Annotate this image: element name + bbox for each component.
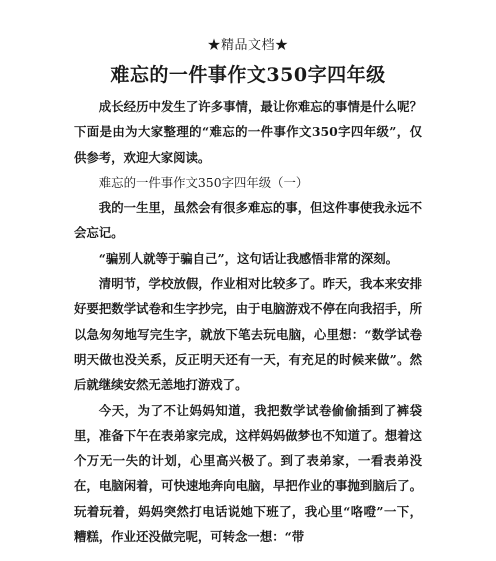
paragraph: “骗别人就等于骗自己”，这句话让我感悟非常的深刻。 <box>98 250 399 266</box>
document-title: 难忘的一件事作文350字四年级 <box>110 64 386 86</box>
section-heading: 难忘的一件事作文350字四年级（一） <box>98 174 309 190</box>
document-body <box>74 94 422 549</box>
paragraph: 我的一生里，虽然会有很多难忘的事，但这件事使我永远不会忘记。 <box>74 200 422 241</box>
paragraph: 今天，为了不让妈妈知道，我把数学试卷偷偷插到了裤袋里，准备下午在表弟家完成，这样妈妈做梦也不知道了。想着这个万无一失的计划，心里高兴极了。到了表弟家，一看表弟没在，电脑闲着，可快速地奔向电脑，早把作业的事抛到脑后了。玩着玩着，妈妈突然打电话说她下班了，我心里“咯噔”一下，糟糕，作业还没做完呢，可转念一想：“带 <box>74 402 422 545</box>
paragraph: 清明节，学校放假，作业相对比较多了。昨天，我本来安排好要把数学试卷和生字抄完，由于电脑游戏不停在向我招手，所以急匆匆地写完生字，就放下笔去玩电脑，心里想：“数学试卷明天做也没关系，反正明天还有一天，有充足的时候来做”。然后就继续安然无恙地打游戏了。 <box>74 276 422 393</box>
paragraph-intro: 成长经历中发生了许多事情，最让你难忘的事情是什么呢？下面是由为大家整理的“难忘的一件事作文350字四年级”，仅供参考，欢迎大家阅读。 <box>74 99 422 165</box>
header-mark: ★精品文档★ <box>207 38 289 53</box>
